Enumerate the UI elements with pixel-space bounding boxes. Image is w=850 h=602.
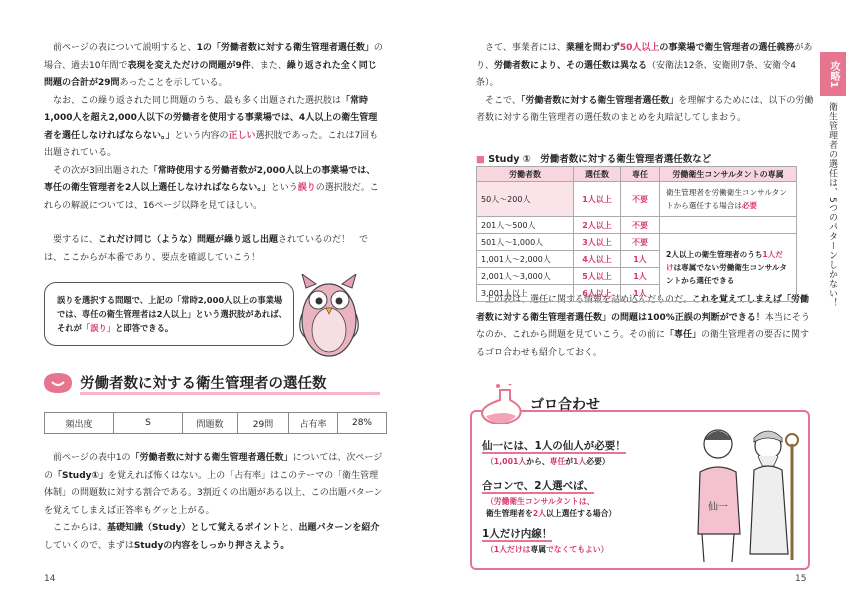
table-row: [477, 217, 797, 234]
workers-cell: 50人～200人: [477, 182, 574, 217]
study-table: [476, 166, 797, 302]
workers-cell: 201人～500人: [477, 217, 574, 234]
shirt-label: 仙一: [708, 502, 728, 513]
owl-mascot-icon: [298, 274, 360, 358]
frequency-table: [44, 412, 387, 434]
count-cell: 5人以上: [574, 268, 621, 285]
senin-cell: 1人: [621, 285, 660, 302]
workers-cell: 2,001人～3,000人: [477, 268, 574, 285]
freq-label: 頻出度: [45, 413, 114, 434]
count-cell: 2人以上: [574, 217, 621, 234]
page-number-left: 14: [44, 574, 56, 584]
section-title: 労働者数に対する衛生管理者の選任数: [80, 376, 327, 392]
header-senin: 専任: [621, 167, 660, 182]
consultant-note-2: 2人以上の衛生管理者のうち1人だけは専属でない労働衛生コンサルタントから選任できる: [660, 234, 797, 302]
heading-underline: [80, 392, 380, 395]
share-value: 28%: [338, 413, 387, 434]
people-illustration-icon: [688, 414, 802, 564]
count-cell: 3人以上: [574, 234, 621, 251]
goro-line-3: 1人だけ内線！: [482, 528, 553, 540]
paragraph-table-explain: 上の表は、選任に関する情報を詰め込んだものだ。これを覚えてしまえば「労働者数に対する衛生管理者選任数」の問題は100%正誤の判断ができる！本当にそうなのか、これから問題を見ていこう。その前に「専任」の衛生管理者の要否に関するゴロ合わせも紹介しておく。: [476, 295, 810, 358]
consultant-empty-cell: [660, 217, 797, 234]
count-cell: 6人以上: [574, 285, 621, 302]
count-value: 29問: [238, 413, 289, 434]
paragraph-study-intro: 前ページの表中1の「労働者数に対する衛生管理者選任数」については、次ページの「Study①」を覚えれば怖くはない。上の「占有率」はこのテーマの「衛生管理体制」の問題数に対する割合である。3割近くの出題がある以上、この出題パターンを覚えてしまえば正答率もグッと上がる。 ここからは、基礎知識（Study）として覚えるポイントと、出題パターンを紹介していくので、まずはStudyの内容をしっかり押さえよう。: [44, 453, 383, 551]
table-row: [477, 182, 797, 217]
study-title: ■ Study ① 労働者数に対する衛生管理者選任数など: [476, 154, 712, 165]
goro-sub-2: （労働衛生コンサルタントは、 衛生管理者を2人以上選任する場合）: [486, 497, 617, 518]
chapter-tab: 攻略1: [820, 52, 846, 96]
senin-cell: 不要: [621, 182, 660, 217]
workers-cell: 501人～1,000人: [477, 234, 574, 251]
goro-line-2: 合コンで、2人選べば、: [482, 480, 595, 492]
freq-value: S: [114, 413, 183, 434]
share-label: 占有率: [289, 413, 338, 434]
header-workers: 労働者数: [477, 167, 574, 182]
chapter-side-caption: 衛生管理者の選任は、5つのパターンしかない！: [827, 102, 837, 308]
callout-box: [44, 282, 294, 346]
paragraph-summary: 要するに、これだけ同じ（ような）問題が繰り返し出題されているのだ！ では、ここからが本番であり、要点を確認していこう！: [44, 235, 369, 263]
paragraph-obligation: さて、事業者には、業種を問わず50人以上の事業場で衛生管理者の選任義務があり、労働者数により、その選任数は異なる（安衛法12条、安衛則7条、安衛令4条）。 そこで、「労働者数に対する衛生管理者選任数」を理解するためには、以下の労働者数に対する衛生管理者の選任数のまとめを丸暗記してしまおう。: [476, 43, 814, 123]
consultant-note-1: 衛生管理者を労働衛生コンサルタントから選任する場合は必要: [660, 182, 797, 217]
page-number-right: 15: [795, 574, 807, 584]
goro-sub-3: （1人だけは専属でなくてもよい）: [486, 545, 609, 554]
smile-badge-icon: [44, 373, 72, 393]
callout-text: 誤りを選択する問題で、上記の「常時2,000人以上の事業場では、専任の衛生管理者は2人以上」という選択肢があれば、それが「誤り」と即答できる。: [57, 295, 287, 333]
workers-cell: 3,001人以上: [477, 285, 574, 302]
table-row: [477, 234, 797, 251]
senin-cell: 1人: [621, 268, 660, 285]
senin-cell: 1人: [621, 251, 660, 268]
header-consultant: 労働衛生コンサルタントの専属: [660, 167, 797, 182]
study-header-row: [477, 167, 797, 182]
goro-title: ゴロ合わせ: [530, 397, 600, 413]
senin-cell: 不要: [621, 217, 660, 234]
workers-cell: 1,001人～2,000人: [477, 251, 574, 268]
section-heading: [44, 370, 384, 396]
goro-sub-1: （1,001人から、専任が1人必要）: [486, 457, 610, 466]
count-label: 問題数: [183, 413, 238, 434]
count-cell: 4人以上: [574, 251, 621, 268]
goro-line-1: 仙一には、1人の仙人が必要！: [482, 440, 626, 452]
count-cell: 1人以上: [574, 182, 621, 217]
senin-cell: 不要: [621, 234, 660, 251]
paragraph-intro: 前ページの表について説明すると、1の「労働者数に対する衛生管理者選任数」の場合、過去10年間で表現を変えただけの問題が9件、また、繰り返された全く同じ問題の合計が29問あったことを示している。 なお、この繰り返された同じ問題のうち、最も多く出題された選択肢は「常時1,000人を超え2,000人以下の労働者を使用する事業場では、4人以上の衛生管理者を選任しなければならない。」という内容の正しい選択肢であった。これは7回も出題されている。 その次が3回出題された「常時使用する労働者数が2,000人以上の事業場では、専任の衛生管理者を2人以上選任しなければならない。」という誤りの選択肢だ。これらの解説については、16ページ以降を見てほしい。: [44, 43, 383, 211]
header-count: 選任数: [574, 167, 621, 182]
